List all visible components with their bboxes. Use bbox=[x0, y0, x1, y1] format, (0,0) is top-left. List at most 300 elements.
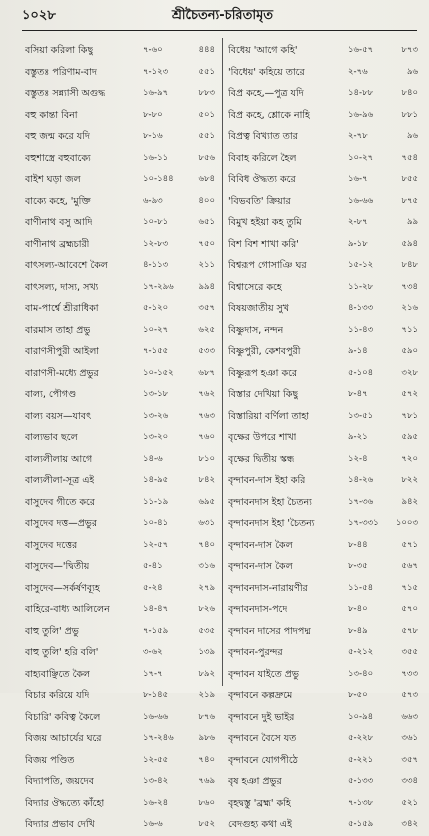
page-ref: ৮২৬ bbox=[198, 604, 215, 614]
index-term: বিদ্যার ঔদ্ধত্যে কাঁহো bbox=[25, 797, 105, 809]
index-term: বিদ্যাপতি, জয়দেব bbox=[25, 776, 95, 787]
chapter-verse-ref: ১১-৫৪ bbox=[348, 582, 374, 593]
index-term: বহু জন্ম করে যদি bbox=[25, 131, 90, 142]
index-entry bbox=[228, 341, 418, 363]
index-term: বিষ্ণুপুরী, কেশবপুরী bbox=[228, 346, 301, 357]
page-ref: ৮৫২ bbox=[198, 819, 215, 829]
index-entry bbox=[25, 535, 215, 557]
index-entry bbox=[228, 793, 418, 815]
index-term: বাল্যভাব ছলে bbox=[25, 432, 78, 443]
index-entry bbox=[228, 664, 418, 686]
page-ref: ৮৪০ bbox=[401, 88, 418, 98]
index-term: বিষ্ণুরূপ হঞা করে bbox=[228, 367, 298, 379]
page-ref: ৬৯৫ bbox=[198, 496, 215, 507]
index-term: বিষ্ণুদাস, নন্দন bbox=[228, 324, 284, 336]
index-entry bbox=[25, 105, 215, 127]
chapter-verse-ref: ১৬-৯৬ bbox=[348, 109, 374, 120]
index-entry bbox=[25, 277, 215, 299]
index-term: বাসুদেব দত্ত—প্রভুর bbox=[25, 518, 98, 529]
page-ref: ৬৮৭ bbox=[198, 367, 215, 378]
page-ref: ৫৭০ bbox=[401, 604, 418, 614]
page-ref: ৫৭৮ bbox=[401, 625, 418, 636]
page-ref: ৫৫১ bbox=[198, 66, 215, 77]
index-entry bbox=[228, 556, 418, 578]
page-ref: ৯৬ bbox=[406, 131, 418, 141]
index-term: বিচারি' কবিত্ব কৈলে bbox=[25, 711, 101, 723]
index-entry bbox=[25, 728, 215, 750]
page-ref: ৩৫৫ bbox=[401, 647, 418, 657]
header-rule bbox=[22, 30, 417, 31]
index-term: বৃন্দাবন-দাস কৈল bbox=[228, 561, 293, 572]
index-entry bbox=[228, 212, 418, 234]
page-ref: ৮৭৬ bbox=[198, 711, 215, 722]
index-term: বিবিধ ঔদ্ধত্য করে bbox=[228, 174, 296, 185]
index-term: বিচার করিয়ে যদি bbox=[25, 690, 90, 701]
page-ref: ৭৬২ bbox=[198, 389, 215, 399]
page-ref: ৮৬০ bbox=[198, 797, 215, 808]
chapter-verse-ref: ১০-১৪৪ bbox=[143, 174, 174, 184]
index-term: বাল্যলীলা-সূত্র এই bbox=[25, 475, 95, 486]
index-entry bbox=[228, 298, 418, 320]
page-ref: ৭২০ bbox=[401, 453, 418, 464]
page-ref: ৩৫৭ bbox=[401, 754, 418, 765]
page-ref: ৭৪০ bbox=[198, 539, 215, 550]
chapter-verse-ref: ১০-১৫২ bbox=[143, 367, 174, 378]
chapter-verse-ref: ৭-৬০ bbox=[143, 45, 163, 55]
index-entry bbox=[228, 427, 418, 449]
page-ref: ৫৭১ bbox=[401, 539, 418, 550]
chapter-verse-ref: ১৭-২৯৬ bbox=[143, 281, 174, 292]
page-ref: ৮৮৩ bbox=[198, 88, 215, 98]
chapter-verse-ref: ১৬-৬৬ bbox=[348, 195, 374, 206]
index-term: বাসুদেব দত্তের bbox=[25, 539, 78, 551]
page-ref: ৬৬৩ bbox=[401, 711, 418, 722]
index-term: বিষয়জাতীয় সুখ bbox=[228, 303, 290, 314]
page-ref: ৭১৫ bbox=[401, 582, 418, 593]
page-ref: ৬৩১ bbox=[198, 518, 215, 528]
index-term: বৃন্দাবন-দাস কৈল bbox=[228, 539, 293, 551]
chapter-verse-ref: ৭-১৫৯ bbox=[143, 625, 169, 636]
chapter-verse-ref: ১২-৮৩ bbox=[143, 238, 169, 249]
page-ref: ৯৯ bbox=[406, 217, 418, 227]
index-column-left bbox=[25, 40, 215, 836]
chapter-verse-ref: ১৪-৬ bbox=[143, 453, 163, 464]
index-entry bbox=[25, 793, 215, 815]
index-entry bbox=[25, 363, 215, 385]
page-ref: ২১৯ bbox=[198, 690, 215, 700]
chapter-verse-ref: ১৪-৯৫ bbox=[143, 475, 169, 485]
index-entry bbox=[228, 126, 418, 148]
page-ref: ৮৫৬ bbox=[198, 152, 215, 163]
page-ref: ৩৪২ bbox=[401, 819, 418, 829]
index-entry bbox=[228, 255, 418, 277]
page-ref: ৫৯৫ bbox=[401, 432, 418, 442]
chapter-verse-ref: ৪-১৩৩ bbox=[348, 303, 374, 313]
chapter-verse-ref: ৫-১৩৩ bbox=[348, 776, 374, 786]
index-term: বাইশ ঘড়া জল bbox=[25, 174, 81, 185]
index-term: বসিয়া করিলা কিছু bbox=[25, 45, 94, 56]
index-column-right bbox=[228, 40, 418, 836]
index-entry bbox=[228, 513, 418, 535]
page-ref: ৭৬০ bbox=[198, 432, 215, 442]
chapter-verse-ref: ৫-১০৪ bbox=[348, 367, 374, 378]
index-entry bbox=[228, 814, 418, 836]
chapter-verse-ref: ১৪-৪৭ bbox=[143, 604, 169, 614]
page-ref: ৭১১ bbox=[401, 324, 418, 335]
index-term: বাৎসল্য-আবেশে কৈল bbox=[25, 260, 108, 271]
index-term: বিমুখ হইয়া কহ তুমি bbox=[228, 217, 302, 228]
index-term: বৃন্দাবনদাস ইহা 'চৈতন্য bbox=[228, 518, 315, 529]
index-term: বাসুদেব—'দ্বিতীয় bbox=[25, 561, 90, 572]
index-entry bbox=[25, 621, 215, 643]
chapter-verse-ref: ১০-৯৪ bbox=[348, 711, 374, 722]
index-entry bbox=[25, 685, 215, 707]
page-ref: ৭৬৩ bbox=[198, 410, 215, 421]
index-entry bbox=[25, 427, 215, 449]
chapter-verse-ref: ৬-৯৩ bbox=[143, 195, 163, 206]
index-term: বৃন্দাবন-পুরন্দর bbox=[228, 647, 283, 658]
chapter-verse-ref: ৮-৮০ bbox=[143, 109, 163, 120]
index-entry bbox=[228, 363, 418, 385]
page-ref: ৫৯৪ bbox=[401, 238, 418, 249]
page-ref: ৩৩৪ bbox=[401, 776, 418, 786]
page-ref: ৭৮১ bbox=[401, 410, 418, 421]
page-ref: ৪৪৪ bbox=[198, 45, 215, 55]
chapter-verse-ref: ১৬-৯৭ bbox=[143, 88, 169, 98]
chapter-verse-ref: ১৪-২৬ bbox=[348, 475, 374, 485]
page-ref: ৭৩৩ bbox=[401, 668, 418, 679]
index-term: বিপ্রত্ব বিখ্যাত তার bbox=[228, 131, 298, 142]
index-term: বৃন্দাবনদাস-পদে bbox=[228, 604, 288, 615]
chapter-verse-ref: ৭-১২৩ bbox=[143, 66, 169, 77]
chapter-verse-ref: ১৬-১১ bbox=[143, 152, 169, 163]
chapter-verse-ref: ৮-৩৫ bbox=[348, 561, 368, 571]
index-entry bbox=[228, 750, 418, 772]
page-ref: ১০০৩ bbox=[395, 518, 418, 528]
index-entry bbox=[25, 341, 215, 363]
index-term: বিপ্র কহে, শ্লোকে নাহি bbox=[228, 109, 311, 121]
index-entry bbox=[25, 406, 215, 428]
chapter-verse-ref: ১৫-১২ bbox=[348, 260, 374, 270]
index-entry bbox=[228, 105, 418, 127]
page-ref: ২১১ bbox=[198, 260, 215, 270]
index-entry bbox=[228, 62, 418, 84]
index-entry bbox=[228, 642, 418, 664]
page-ref: ৮৭৫ bbox=[401, 195, 418, 206]
index-entry bbox=[25, 298, 215, 320]
index-term: বহুশাস্ত্রে বহুবাক্যে bbox=[25, 152, 91, 164]
index-term: বাল্যলীলায় আগে bbox=[25, 453, 93, 465]
index-entry bbox=[25, 513, 215, 535]
index-term: বৃন্দাবনদাস ইহা চৈতন্য bbox=[228, 496, 312, 508]
chapter-verse-ref: ৭-১৫৫ bbox=[143, 346, 169, 356]
page-ref: ৯৬ bbox=[406, 66, 418, 77]
page-ref: ৫৬৭ bbox=[401, 561, 418, 571]
index-term: বস্তুতঃ সন্ন্যাসী অগুদ্ধ bbox=[25, 88, 106, 99]
page-ref: ৭৩৪ bbox=[401, 281, 418, 292]
page-ref: ৫৭৩ bbox=[401, 690, 418, 700]
chapter-verse-ref: ৮-৪৪ bbox=[348, 539, 368, 550]
index-entry bbox=[228, 384, 418, 406]
index-term: বাল্য বয়স—যাবৎ bbox=[25, 410, 92, 422]
chapter-verse-ref: ১১-২৮ bbox=[348, 281, 374, 292]
page-ref: ৪০০ bbox=[198, 195, 215, 206]
index-term: বহু কান্তা বিনা bbox=[25, 109, 78, 121]
page-ref: ৫২১ bbox=[401, 797, 418, 808]
index-entry bbox=[25, 578, 215, 600]
page-ref: ৫৩৩ bbox=[198, 346, 215, 356]
chapter-verse-ref: ১২-৫৭ bbox=[143, 539, 169, 550]
index-entry bbox=[25, 771, 215, 793]
index-entry bbox=[25, 148, 215, 170]
chapter-verse-ref: ১৬-৬৬ bbox=[143, 711, 169, 722]
index-term: বাহু তুলি' প্রভু bbox=[25, 625, 79, 637]
chapter-verse-ref: ৮-৫০ bbox=[348, 690, 368, 700]
index-entry bbox=[228, 470, 418, 492]
page-ref: ৩২৮ bbox=[401, 367, 418, 378]
page-ref: ২৭৯ bbox=[198, 582, 215, 593]
chapter-verse-ref: ৮-১৪৫ bbox=[143, 690, 169, 700]
page-ref: ৮২২ bbox=[401, 475, 418, 485]
chapter-verse-ref: ১৬-৬ bbox=[143, 819, 163, 829]
page-header bbox=[22, 6, 417, 26]
index-term: বিশ্বাসেরে কহে bbox=[228, 281, 282, 293]
index-entry bbox=[228, 148, 418, 170]
index-entry bbox=[25, 255, 215, 277]
chapter-verse-ref: ১০-২৭ bbox=[348, 152, 374, 163]
index-entry bbox=[228, 707, 418, 729]
chapter-verse-ref: ১০-২৭ bbox=[143, 324, 169, 335]
index-term: বাণীনাথ ব্রহ্মচারী bbox=[25, 238, 90, 250]
index-term: বিস্তার দেখিয়া কিছু bbox=[228, 389, 299, 400]
index-term: বৃন্দাবনে যোগপীঠে bbox=[228, 754, 298, 766]
page-ref: ১৩৯ bbox=[198, 647, 215, 657]
chapter-verse-ref: ১০-৮১ bbox=[143, 217, 169, 227]
chapter-verse-ref: ৯-১৮ bbox=[348, 238, 368, 249]
chapter-verse-ref: ১৩-২০ bbox=[143, 432, 169, 442]
index-term: বাসুদেব গীতে করে bbox=[25, 496, 96, 508]
index-term: বিদ্যার প্রভাব দেখি bbox=[25, 819, 95, 830]
index-entry bbox=[25, 234, 215, 256]
chapter-verse-ref: ৪-১১৩ bbox=[143, 260, 169, 270]
running-title: শ্রীচৈতন্য-চরিতামৃত bbox=[172, 8, 274, 23]
page-ref: ৭৪০ bbox=[198, 754, 215, 765]
index-term: বাল্য, পৌগণ্ড bbox=[25, 389, 77, 400]
index-entry bbox=[228, 621, 418, 643]
page-ref: ৮৭৩ bbox=[401, 45, 418, 55]
page-ref: ৯৪২ bbox=[401, 496, 418, 507]
index-entry bbox=[25, 707, 215, 729]
chapter-verse-ref: ১৭-৭ bbox=[143, 668, 163, 679]
index-term: বৃন্দাবনে কল্পদ্রুমে bbox=[228, 690, 293, 701]
chapter-verse-ref: ৯-১৪ bbox=[348, 346, 368, 356]
index-term: বিজয় পণ্ডিত bbox=[25, 754, 75, 766]
chapter-verse-ref: ১১-৪৩ bbox=[348, 324, 374, 335]
chapter-verse-ref: ৮-১৬ bbox=[143, 131, 163, 141]
chapter-verse-ref: ৫-৪১ bbox=[143, 561, 163, 571]
index-term: বাসুদেব—সর্কর্ষণব্যূহ bbox=[25, 582, 100, 594]
page-ref: ৩১৬ bbox=[198, 561, 215, 571]
index-entry bbox=[25, 556, 215, 578]
chapter-verse-ref: ৭-১৩৮ bbox=[348, 797, 374, 808]
index-term: বারমাস তাহা প্রভু bbox=[25, 324, 91, 336]
index-entry bbox=[228, 277, 418, 299]
chapter-verse-ref: ১২-৪ bbox=[348, 453, 368, 464]
chapter-verse-ref: ৮-৪৭ bbox=[348, 389, 368, 399]
chapter-verse-ref: ৫-১৫৯ bbox=[348, 819, 374, 829]
index-entry bbox=[25, 62, 215, 84]
index-entry bbox=[25, 449, 215, 471]
page-ref: ৫০১ bbox=[198, 109, 215, 120]
index-term: বৃন্দাবন-দাস ইহা করি bbox=[228, 475, 306, 486]
index-term: বাম-পার্শ্বে শ্রীরাধিকা bbox=[25, 303, 99, 314]
index-entry bbox=[228, 320, 418, 342]
chapter-verse-ref: ১৩-৪২ bbox=[143, 776, 169, 786]
index-entry bbox=[25, 492, 215, 514]
index-entry bbox=[228, 449, 418, 471]
chapter-verse-ref: ৩-৬২ bbox=[143, 647, 163, 657]
chapter-verse-ref: ৮-৪৯ bbox=[348, 625, 368, 636]
index-entry bbox=[228, 599, 418, 621]
index-entry bbox=[228, 535, 418, 557]
page-ref: ৬৮৪ bbox=[198, 174, 215, 184]
chapter-verse-ref: ১৬-৭ bbox=[348, 174, 368, 184]
index-entry bbox=[228, 728, 418, 750]
page-ref: ৩৫৭ bbox=[198, 303, 215, 313]
chapter-verse-ref: ১৩-৫১ bbox=[348, 410, 374, 421]
index-entry bbox=[25, 169, 215, 191]
page-ref: ৮১০ bbox=[198, 453, 215, 464]
index-term: বৃন্দাবনে বৈসে যত bbox=[228, 733, 297, 744]
chapter-verse-ref: ১৭-২৪৬ bbox=[143, 733, 174, 743]
chapter-verse-ref: ২-৮৭ bbox=[348, 217, 368, 227]
index-entry bbox=[25, 212, 215, 234]
index-entry bbox=[25, 126, 215, 148]
chapter-verse-ref: ১৪-৮৮ bbox=[348, 88, 374, 98]
index-entry bbox=[228, 685, 418, 707]
page-number: ১০২৮ bbox=[22, 8, 56, 23]
chapter-verse-ref: ৫-১২০ bbox=[143, 303, 169, 313]
index-entry bbox=[25, 384, 215, 406]
page-ref: ৮৫৫ bbox=[401, 174, 418, 184]
chapter-verse-ref: ৯-২১ bbox=[348, 432, 368, 442]
chapter-verse-ref: ১১-১৯ bbox=[143, 496, 169, 507]
column-divider bbox=[222, 38, 223, 686]
index-term: বৃক্ষের উপরে শাখা bbox=[228, 432, 297, 443]
index-term: বারাণসীপুরী আইলা bbox=[25, 346, 100, 357]
index-term: বিবাহ করিলে হৈল bbox=[228, 152, 297, 164]
page-ref: ৬৫১ bbox=[198, 217, 215, 227]
page-ref: ৯৯৪ bbox=[198, 281, 215, 292]
page-ref: ৮৪৮ bbox=[401, 260, 418, 270]
page-ref: ৫৭২ bbox=[401, 389, 418, 399]
index-entry bbox=[25, 83, 215, 105]
chapter-verse-ref: ১৩-২৬ bbox=[143, 410, 169, 421]
index-entry bbox=[228, 492, 418, 514]
index-term: বেদগুহ্য কথা এই bbox=[228, 819, 293, 830]
index-entry bbox=[25, 750, 215, 772]
chapter-verse-ref: ৫-২২১ bbox=[348, 754, 374, 765]
index-term: বিশ বিশ শাখা করি' bbox=[228, 238, 299, 250]
index-entry bbox=[228, 771, 418, 793]
chapter-verse-ref: ১৭-৩৩১ bbox=[348, 518, 379, 528]
page-ref: ৮৯২ bbox=[198, 668, 215, 679]
index-entry bbox=[228, 83, 418, 105]
index-term: বাণীনাথ বসু আদি bbox=[25, 217, 93, 228]
chapter-verse-ref: ৮-৪০ bbox=[348, 604, 368, 614]
index-term: বাহু তুলি' হরি বলি' bbox=[25, 647, 99, 658]
page-ref: ৮৪২ bbox=[198, 475, 215, 485]
page-ref: ৩৬১ bbox=[401, 733, 418, 743]
chapter-verse-ref: ৫-২৪ bbox=[143, 582, 163, 593]
index-entry bbox=[25, 191, 215, 213]
index-term: বৃন্দাবন দাসের পাদপদ্ম bbox=[228, 625, 311, 637]
chapter-verse-ref: ২-৭৮ bbox=[348, 131, 368, 141]
index-entry bbox=[228, 191, 418, 213]
index-term: বাক্যে কহে, 'মুক্তি bbox=[25, 195, 91, 207]
page-ref: ৭৬৯ bbox=[198, 776, 215, 786]
index-term: বিস্তারিয়া বর্ণিলা তাহা bbox=[228, 410, 310, 422]
index-entry bbox=[25, 599, 215, 621]
index-entry bbox=[228, 578, 418, 600]
chapter-verse-ref: ১৭-৩৬ bbox=[348, 496, 374, 507]
chapter-verse-ref: ১২-৫৫ bbox=[143, 754, 169, 765]
index-entry bbox=[228, 406, 418, 428]
page-ref: ৫৩৫ bbox=[198, 625, 215, 636]
page-ref: ৬২৫ bbox=[198, 324, 215, 335]
chapter-verse-ref: ৫-২২৮ bbox=[348, 733, 374, 743]
chapter-verse-ref: ৫-২১২ bbox=[348, 647, 374, 657]
index-entry bbox=[25, 814, 215, 836]
index-term: বিপ্র কহে,—পুত্র যদি bbox=[228, 88, 304, 99]
chapter-verse-ref: ১৬-২৪ bbox=[143, 797, 169, 808]
index-entry bbox=[25, 40, 215, 62]
index-term: বৃহদ্বস্তু 'ব্রহ্ম' কহি bbox=[228, 797, 291, 809]
page-ref: ৭৫০ bbox=[198, 238, 215, 249]
index-entry bbox=[25, 320, 215, 342]
page-ref: ৫৫১ bbox=[198, 131, 215, 141]
chapter-verse-ref: ২-৭৬ bbox=[348, 66, 368, 77]
index-entry bbox=[228, 169, 418, 191]
index-entry bbox=[25, 642, 215, 664]
page-ref: ৮৮১ bbox=[401, 109, 418, 120]
index-entry bbox=[228, 40, 418, 62]
index-term: বাৎসল্য, দাস্য, সখ্য bbox=[25, 281, 99, 293]
index-term: বিজয় আচার্যের ঘরে bbox=[25, 733, 102, 744]
page-ref: ২১৬ bbox=[401, 303, 418, 313]
index-term: 'বিভবতি' ক্রিয়ার bbox=[228, 195, 291, 207]
index-term: বৃক্ষের দ্বিতীয় স্কন্ধ bbox=[228, 453, 295, 465]
page-ref: ৫৯০ bbox=[401, 346, 418, 356]
index-term: বাহ্যবাঞ্ছিতে কৈল bbox=[25, 668, 91, 680]
chapter-verse-ref: ১৩-৪০ bbox=[348, 668, 374, 679]
index-entry bbox=[228, 234, 418, 256]
page-ref: ৯৮৬ bbox=[198, 733, 215, 743]
index-term: বৃষ হঞা প্রভুর bbox=[228, 776, 282, 787]
index-term: বাহিরে-বাধ্য আলিলেন bbox=[25, 604, 110, 615]
index-term: বস্তুতঃ পরিণাম-বাদ bbox=[25, 66, 97, 78]
index-entry bbox=[25, 470, 215, 492]
index-term: বিশ্বরূপ গোসাঞি ঘর bbox=[228, 260, 307, 271]
page-ref: ৭৫৪ bbox=[401, 152, 418, 163]
index-term: বারাণসী-মধ্যে প্রভুর bbox=[25, 367, 99, 379]
index-term: বৃন্দাবনে দুই ভাইর bbox=[228, 711, 295, 723]
chapter-verse-ref: ১০-৪১ bbox=[143, 518, 169, 528]
chapter-verse-ref: ১৬-৫৭ bbox=[348, 45, 374, 55]
index-term: বৃন্দাবন যাইতে প্রভু bbox=[228, 668, 299, 680]
index-term: বিধেয় 'আগে কহি' bbox=[228, 45, 298, 56]
index-term: বৃন্দাবনদাস-নারায়ণীর bbox=[228, 582, 308, 594]
